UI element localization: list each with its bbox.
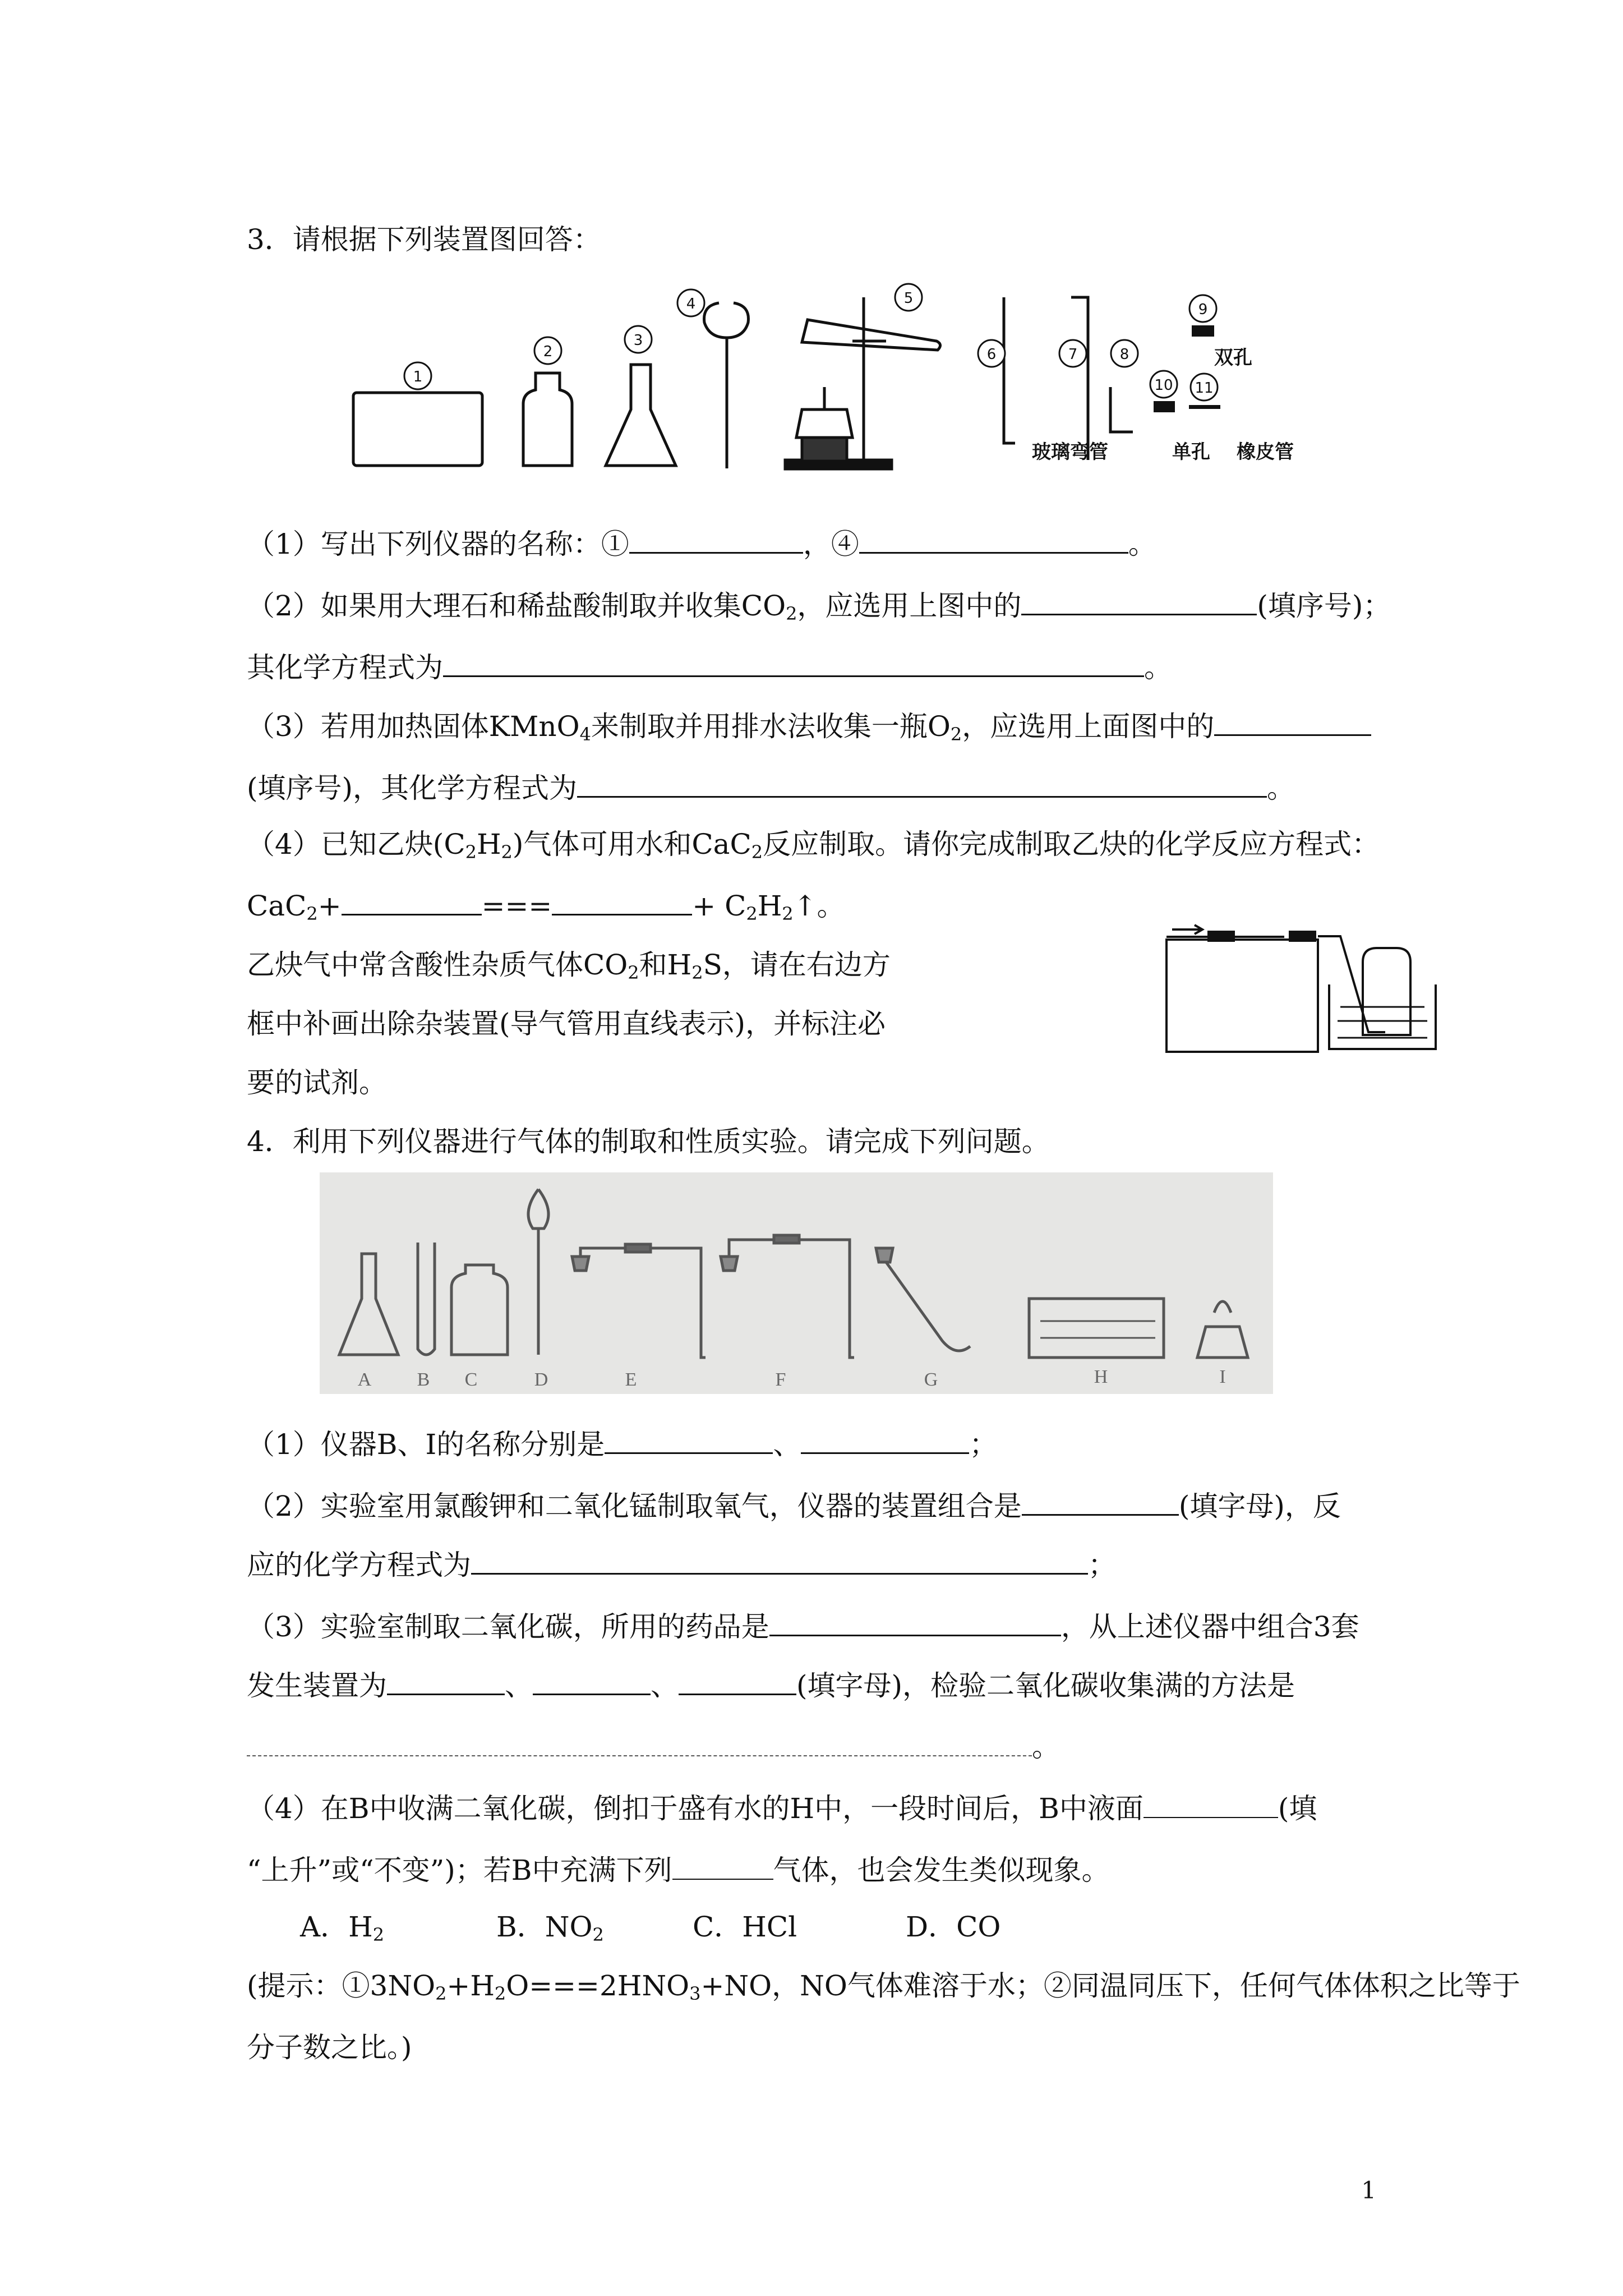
- answer-blank-q3-3b[interactable]: [577, 771, 1267, 798]
- answer-blank-q4-1b[interactable]: [801, 1428, 969, 1454]
- svg-text:10: 10: [1154, 377, 1173, 394]
- answer-blank-q4-2b[interactable]: [471, 1548, 1088, 1575]
- q4-p1: （1）仪器B、I的名称分别是 、 ；: [247, 1428, 998, 1461]
- q3-p4d: 框中补画出除杂装置(导气管用直线表示)，并标注必: [247, 1007, 886, 1040]
- q4-p2: （2）实验室用氯酸钾和二氧化锰制取氧气，仪器的装置组合是 (填字母)，反: [247, 1490, 1341, 1522]
- label-rubber-tube: 橡皮管: [1237, 441, 1294, 463]
- answer-blank-q4-3c[interactable]: [533, 1669, 651, 1695]
- funnel-icon: [704, 303, 749, 338]
- answer-blank-q3-4a[interactable]: [342, 889, 482, 915]
- q4-p3: （3）实验室制取二氧化碳，所用的药品是 ，从上述仪器中组合3套: [247, 1611, 1359, 1643]
- answer-blank-q4-4a[interactable]: [1144, 1792, 1278, 1818]
- q4-hint: (提示：$①3NO_2+H_2O===2HNO_3+NO$，NO气体难溶于水；②同温同压下，任何气体体积之比等于: [247, 1970, 1520, 2004]
- fig-letter-e: E: [625, 1369, 637, 1390]
- answer-blank-q3-2a[interactable]: [1021, 589, 1257, 615]
- q4-p3c: 。: [247, 1731, 1060, 1761]
- q3-p3b: (填序号)，其化学方程式为 。: [247, 772, 1295, 804]
- rubber-tube-icon: [1189, 405, 1220, 409]
- answer-blank-q4-3b[interactable]: [387, 1669, 505, 1695]
- purification-box-figure[interactable]: [1161, 917, 1441, 1057]
- double-hole-stopper-icon: [1192, 325, 1214, 337]
- label-single-hole: 单孔: [1172, 441, 1210, 463]
- fig-letter-h: H: [1094, 1366, 1108, 1387]
- q3-apparatus-figure: [348, 275, 1312, 477]
- fig-letter-a: A: [357, 1369, 372, 1390]
- drawing-box: [1166, 940, 1318, 1052]
- answer-blank-q3-1b[interactable]: [859, 527, 1128, 554]
- q3-p2b: 其化学方程式为 。: [247, 651, 1172, 684]
- option-d[interactable]: D．CO: [906, 1911, 1001, 1943]
- fig-letter-c: C: [464, 1369, 478, 1390]
- gas-bottle-icon: [1363, 948, 1410, 1035]
- answer-blank-q3-4b[interactable]: [552, 889, 692, 915]
- single-hole-stopper-icon: [1154, 401, 1175, 412]
- svg-text:7: 7: [1068, 346, 1078, 363]
- fig-letter-i: I: [1219, 1366, 1226, 1387]
- answer-blank-q4-3a[interactable]: [769, 1610, 1061, 1636]
- q3-p4e: 要的试剂。: [247, 1066, 387, 1099]
- q4-apparatus-figure: [320, 1172, 1273, 1394]
- answer-blank-q4-3e[interactable]: [247, 1731, 1032, 1756]
- trough-icon: [353, 393, 482, 466]
- q4-p4b: “上升”或“不变”)；若B中充满下列 气体，也会发生类似现象。: [247, 1854, 1110, 1887]
- option-c[interactable]: C．HCl: [693, 1911, 797, 1943]
- svg-text:5: 5: [903, 290, 914, 307]
- fig-letter-d: D: [534, 1369, 548, 1390]
- svg-text:2: 2: [543, 343, 553, 360]
- q3-p4b: CaC$_2$+ === + $C_2H_2↑$。: [247, 890, 845, 924]
- gas-jar-icon: [523, 373, 572, 466]
- q3-p3: （3）若用加热固体KMnO$_4$来制取并用排水法收集一瓶$O_2$，应选用上面图中的: [247, 710, 1371, 743]
- answer-blank-q4-4b[interactable]: [672, 1854, 773, 1880]
- q3-p2: （2）如果用大理石和稀盐酸制取并收集$CO_2$，应选用上图中的 (填序号)；: [247, 590, 1391, 624]
- option-a[interactable]: A．$H_2$: [300, 1911, 385, 1945]
- alcohol-lamp-icon: [796, 409, 852, 438]
- option-b[interactable]: B．$NO_2$: [496, 1911, 604, 1945]
- label-glass-bend: 玻璃弯管: [1032, 441, 1108, 463]
- q3-p4: （4）已知乙炔$(C_2H_2)$气体可用水和CaC$_2$反应制取。请你完成制取乙炔的化学反应方程式：: [247, 828, 1380, 863]
- q3-title: 3．请根据下列装置图回答：: [247, 223, 601, 256]
- svg-text:9: 9: [1198, 301, 1208, 318]
- fig-letter-b: B: [417, 1369, 430, 1390]
- label-double-hole: 双孔: [1214, 347, 1252, 369]
- answer-blank-q3-3a[interactable]: [1214, 710, 1371, 736]
- answer-blank-q3-1a[interactable]: [629, 527, 803, 554]
- svg-text:11: 11: [1195, 380, 1214, 397]
- q3-p4c: 乙炔气中常含酸性杂质气体$CO_2$和$H_2S$，请在右边方: [247, 949, 891, 983]
- q4-hint-2: 分子数之比。): [247, 2031, 412, 2064]
- answer-blank-q3-2b[interactable]: [443, 651, 1144, 677]
- q4-title: 4．利用下列仪器进行气体的制取和性质实验。请完成下列问题。: [247, 1125, 1050, 1158]
- page-number: 1: [1361, 2177, 1376, 2204]
- svg-text:4: 4: [686, 296, 696, 312]
- conical-flask-icon: [606, 365, 676, 466]
- svg-text:1: 1: [413, 369, 423, 385]
- answer-blank-q4-3d[interactable]: [679, 1669, 796, 1695]
- svg-text:6: 6: [986, 346, 997, 363]
- q4-options: [300, 1913, 1000, 1944]
- svg-text:3: 3: [633, 332, 643, 349]
- water-trough-icon: [1329, 984, 1436, 1049]
- test-tube-icon: [802, 320, 940, 350]
- answer-blank-q4-2a[interactable]: [1022, 1489, 1179, 1516]
- svg-text:8: 8: [1119, 346, 1129, 363]
- fig-letter-f: F: [775, 1369, 786, 1390]
- fig-letter-g: G: [924, 1369, 938, 1390]
- q3-p1: （1）写出下列仪器的名称：① ，④ 。: [247, 528, 1156, 560]
- answer-blank-q4-1a[interactable]: [605, 1428, 773, 1454]
- q4-p3b: 发生装置为 、 、 (填字母)，检验二氧化碳收集满的方法是: [247, 1669, 1295, 1702]
- q4-p4: （4）在B中收满二氧化碳，倒扣于盛有水的H中，一段时间后，B中液面 (填: [247, 1792, 1317, 1825]
- q4-p2b: 应的化学方程式为 ；: [247, 1549, 1116, 1581]
